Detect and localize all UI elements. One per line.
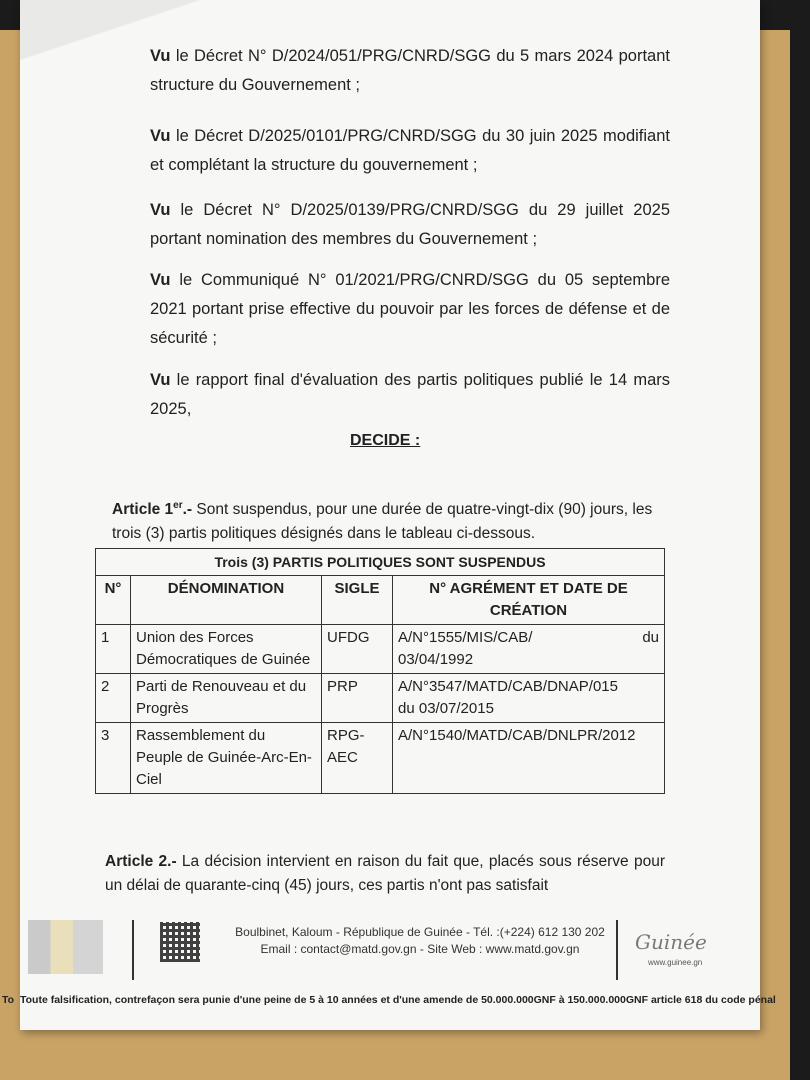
vu-label: Vu: [150, 127, 171, 145]
vu-text: le rapport final d'évaluation des partis politiques publié le 14 mars 2025,: [150, 371, 670, 418]
row-sigle: PRP: [322, 674, 393, 723]
agrement-number: A/N°1555/MIS/CAB/: [398, 629, 533, 646]
article-1-text: Sont suspendus, pour une durée de quatre-vingt-dix (90) jours, les trois (3) partis politiques désignés dans le tableau ci-dessous.: [112, 501, 653, 543]
vu-text: le Décret D/2025/0101/PRG/CNRD/SGG du 30 juin 2025 modifiant et complétant la structure du gouvernement ;: [150, 127, 670, 174]
table-caption: Trois (3) PARTIS POLITIQUES SONT SUSPENDUS: [96, 549, 665, 576]
vu-text: le Décret N° D/2024/051/PRG/CNRD/SGG du 5 mars 2024 portant structure du Gouvernement ;: [150, 47, 670, 94]
row-name: Union des Forces Démocratiques de Guinée: [131, 625, 322, 674]
article-2-text: La décision intervient en raison du fait que, placés sous réserve pour un délai de quarante-cinq (45) jours, ces partis n'ont pas satisfait: [105, 853, 665, 894]
row-agrement: [393, 723, 665, 794]
vu-paragraph-1: [150, 42, 670, 100]
row-name: Rassemblement du Peuple de Guinée-Arc-En-Ciel: [131, 723, 322, 794]
agrement-number: A/N°3547/MATD/CAB/DNAP/015: [398, 678, 618, 695]
notice-prefix: To: [2, 994, 15, 1006]
article-1: [112, 494, 672, 546]
qr-code-icon: [160, 922, 200, 962]
header-denomination: DÉNOMINATION: [131, 576, 322, 625]
header-number: N°: [96, 576, 131, 625]
row-number: 2: [96, 674, 131, 723]
table-row: [96, 674, 665, 723]
vu-paragraph-4: [150, 266, 670, 353]
row-sigle: UFDG: [322, 625, 393, 674]
guinee-brand-logo: Guinée: [635, 930, 707, 954]
ministry-logo: [28, 920, 103, 974]
document-page: [20, 0, 760, 1030]
table-row: [96, 625, 665, 674]
vu-text: le Décret N° D/2025/0139/PRG/CNRD/SGG du 29 juillet 2025 portant nomination des membres du Gouvernement ;: [150, 201, 670, 248]
agrement-number: A/N°1540/MATD/CAB/DNLPR/2012: [398, 727, 636, 744]
vu-text: le Communiqué N° 01/2021/PRG/CNRD/SGG du 05 septembre 2021 portant prise effective du pouvoir par les forces de défense et de sécurité ;: [150, 271, 670, 347]
address-line-2: Email : contact@matd.gov.gn - Site Web : www.matd.gov.gn: [260, 942, 580, 956]
vu-paragraph-2: [150, 122, 670, 180]
header-sigle: SIGLE: [322, 576, 393, 625]
agrement-date: du 03/07/2015: [398, 700, 494, 717]
vu-label: Vu: [150, 371, 171, 389]
footer-divider: [132, 920, 134, 980]
brand-url: www.guinee.gn: [648, 958, 703, 967]
row-agrement: [393, 625, 665, 674]
vu-label: Vu: [150, 47, 171, 65]
agrement-du: du: [642, 629, 659, 646]
page-footer: [20, 918, 760, 988]
row-number: 3: [96, 723, 131, 794]
decide-heading: DECIDE :: [350, 432, 421, 449]
address-line-1: Boulbinet, Kaloum - République de Guinée - Tél. :(+224) 612 130 202: [235, 925, 605, 939]
article-2: [105, 850, 665, 898]
row-number: 1: [96, 625, 131, 674]
vu-label: Vu: [150, 271, 171, 289]
row-name: Parti de Renouveau et du Progrès: [131, 674, 322, 723]
suspended-parties-table: [95, 548, 665, 794]
footer-divider: [616, 920, 618, 980]
vu-paragraph-3: [150, 196, 670, 254]
header-agrement: N° AGRÉMENT ET DATE DE CRÉATION: [393, 576, 665, 625]
vu-paragraph-5: [150, 366, 670, 424]
table-row: [96, 723, 665, 794]
vu-label: Vu: [150, 201, 171, 219]
row-sigle: RPG-AEC: [322, 723, 393, 794]
article-1-label: Article 1er.-: [112, 500, 193, 519]
footer-address: [220, 924, 620, 958]
agrement-date: 03/04/1992: [398, 651, 474, 668]
row-agrement: [393, 674, 665, 723]
falsification-notice: Toute falsification, contrefaçon sera punie d'une peine de 5 à 10 années et d'une amende de 50.000.000GNF à 150.000.000GNF article 618 du code pénal: [20, 994, 776, 1006]
article-2-label: Article 2.-: [105, 853, 177, 870]
